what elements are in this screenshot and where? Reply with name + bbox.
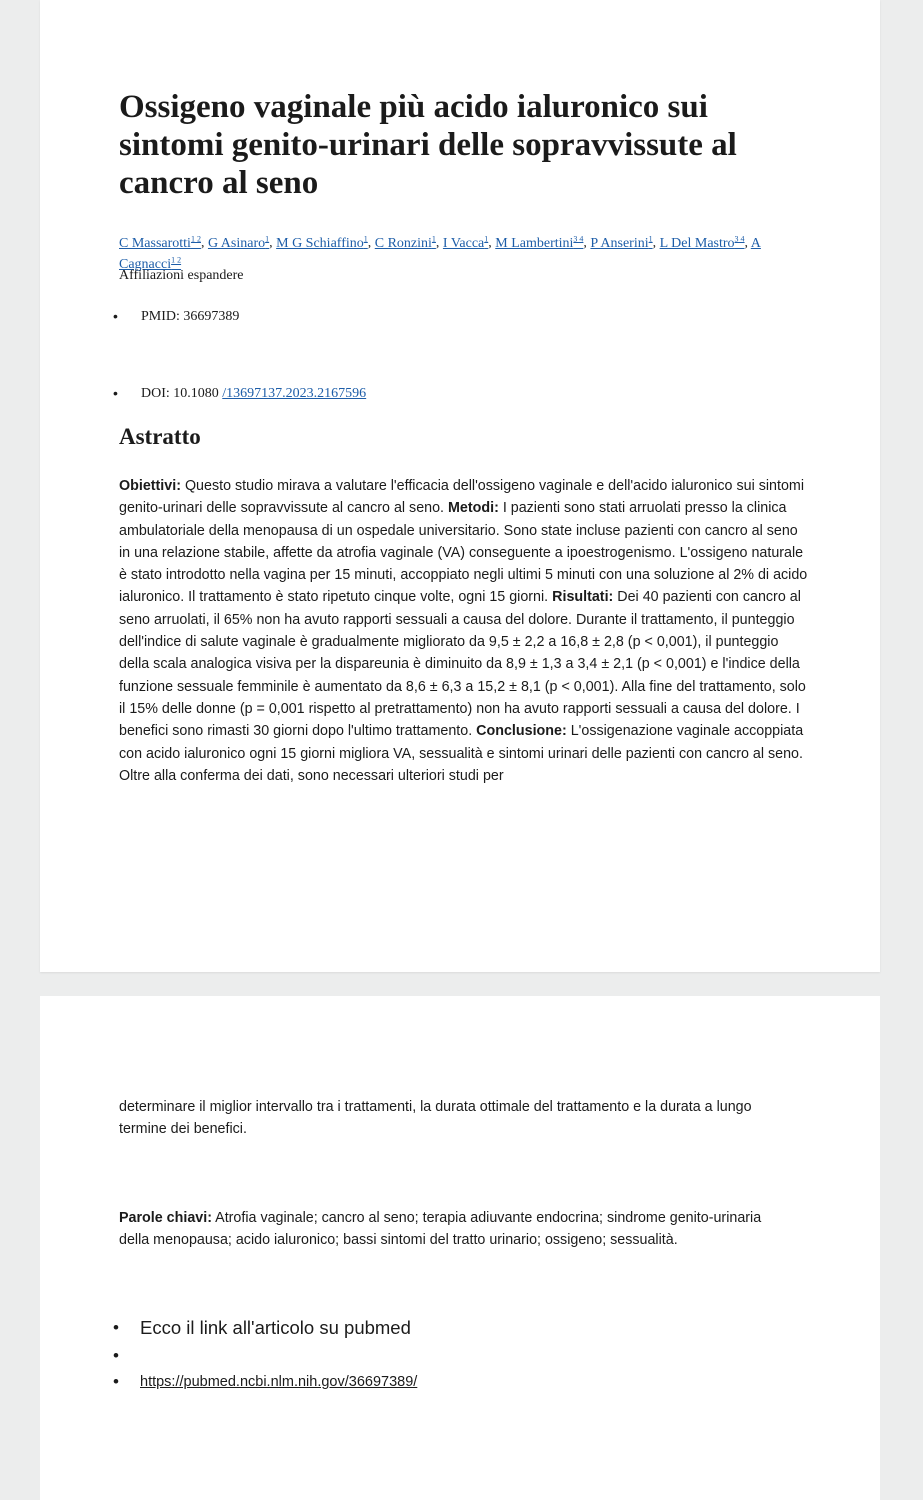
author-link[interactable]: G Asinaro$^1$ (207, 234, 270, 251)
link-list (113, 1313, 418, 1395)
keywords (119, 1207, 779, 1252)
author-link[interactable]: M Lambertini$^{3 4}$ (495, 234, 584, 251)
conclusion-label: Conclusione: (476, 723, 567, 740)
methods-text: I pazienti sono stati arruolati presso la clinica ambulatoriale della menopausa di un ospedale universitario. Sono state incluse pazienti con cancro al seno in una relazione stabile, affette da atrofia vaginale (VA) conseguente a ipoestrogenismo. L'ossigeno naturale è stato introdotto nella vagina per 15 minuti, accoppiato negli ultimi 5 minuti con una soluzione al 2% di acido ialuronico. Il trattamento è stato ripetuto cinque volte, ogni 15 giorni. (119, 500, 808, 606)
doi-prefix: DOI: 10.1080 (141, 386, 219, 401)
bullet-icon: • (113, 1318, 119, 1337)
doi-link[interactable]: /13697137.2023.2167596 (222, 386, 367, 401)
pubmed-url-link[interactable]: https://pubmed.ncbi.nlm.nih.gov/36697389/ (140, 1374, 418, 1390)
bullet-icon: • (113, 308, 118, 324)
keywords-text: Atrofia vaginale; cancro al seno; terapia adiuvante endocrina; sindrome genito-urinaria della menopausa; acido ialuronico; bassi sintomi del tratto urinario; ossigeno; sessualità. (119, 1210, 762, 1249)
results-text: Dei 40 pazienti con cancro al seno arruolati, il 65% non ha avuto rapporti sessuali a causa del dolore. Durante il trattamento, il punteggio dell'indice di salute vaginale è gradualmente migliorato da 9,5 ± 2,2 a 16,8 ± 2,8 (p < 0,001), il punteggio della scala analogica visiva per la dispareunia è diminuito da 8,9 ± 1,3 a 3,4 ± 2,1 (p < 0,001) e l'indice della funzione sessuale femminile è aumentato da 8,6 ± 6,3 a 15,2 ± 8,1 (p < 0,001). Alla fine del trattamento, solo il 15% delle donne (p = 0,001 rispetto al pretrattamento) non ha avuto rapporti sessuali a causa del dolore. I benefici sono rimasti 30 giorni dopo l'ultimo trattamento. (119, 589, 806, 740)
bullet-icon: • (113, 1346, 119, 1365)
article-title: Ossigeno vaginale più acido ialuronico sui sintomi genito-urinari delle sopravvissute al cancro al seno (119, 89, 737, 201)
author-list: C Massarotti$^{1 2}$, G Asinaro$^1$, M G Schiaffino$^1$, C Ronzini$^1$, I Vacca$^1$, M Lambertini$^{3 4}$, P Anserini$^1$, L Del Mastro$^{3 4}$, A Cagnacci$^{1 2}$ (119, 234, 761, 273)
author-link[interactable]: P Anserini$^1$ (590, 234, 653, 251)
pmid-item (113, 308, 240, 325)
pmid-label: PMID: 36697389 (141, 309, 240, 324)
abstract-continuation: determinare il miglior intervallo tra i trattamenti, la durata ottimale del trattamento e la durata a lungo termine dei benefici. (119, 1099, 752, 1138)
author-link[interactable]: I Vacca$^1$ (442, 234, 489, 251)
methods-label: Metodi: (448, 500, 499, 517)
document-page-2 (40, 996, 880, 1500)
author-link[interactable]: C Massarotti$^{1 2}$ (119, 234, 201, 251)
author-link[interactable]: L Del Mastro$^{3 4}$ (659, 234, 745, 251)
abstract-heading: Astratto (119, 424, 201, 449)
doi-item (113, 385, 367, 402)
list-item (113, 1313, 417, 1343)
pubmed-intro: Ecco il link all'articolo su pubmed (140, 1317, 411, 1338)
author-link[interactable]: A Cagnacci$^{1 2}$ (119, 235, 761, 273)
results-label: Risultati: (552, 589, 614, 606)
list-item (113, 1369, 418, 1395)
author-link[interactable]: M G Schiaffino$^1$ (276, 234, 368, 251)
bullet-icon: • (113, 1372, 119, 1391)
list-item (113, 1343, 417, 1369)
bullet-icon: • (113, 385, 118, 401)
objectives-text: Questo studio mirava a valutare l'efficacia dell'ossigeno vaginale e dell'acido ialuronico sui sintomi genito-urinari delle sopravvissute al cancro al seno. (119, 478, 805, 517)
conclusion-text: L'ossigenazione vaginale accoppiata con acido ialuronico ogni 15 giorni migliora VA, sessualità e sintomi urinari delle pazienti con cancro al seno. Oltre alla conferma dei dati, sono necessari ulteriori studi per (119, 723, 804, 784)
objectives-label: Obiettivi: (119, 478, 181, 494)
abstract-text (119, 475, 809, 787)
affiliations-toggle[interactable]: Affiliazioni espandere (119, 268, 244, 283)
keywords-label: Parole chiavi: (119, 1210, 212, 1226)
document-page-1 (40, 0, 880, 972)
author-link[interactable]: C Ronzini$^1$ (374, 234, 436, 251)
